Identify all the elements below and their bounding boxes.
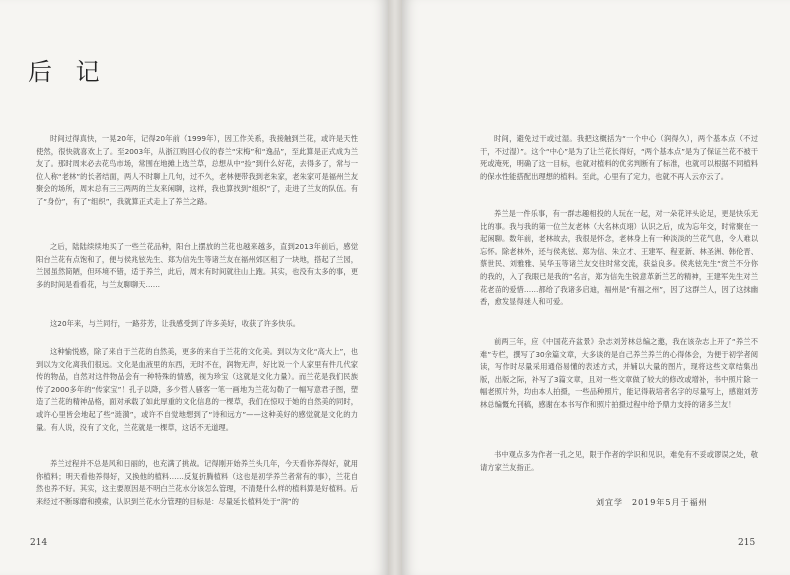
left-paragraph-2: 之后，陆陆续续地买了一些兰花品种，阳台上摆放的兰花也越来越多，直到2013年前后，感觉阳台兰花有点饱和了，便与侯兆铉先生、郑为信先生等诸兰友在福州郊区租了一块地，搭起了兰园，兰园虽然简陋，但环境不错，适于养兰，此后，周末有时间就往山上跑。其实，也没有太多的事，更多的时间是看看花，与兰友聊聊天…… (36, 242, 358, 289)
right-paragraph-3: 前两三年，应《中国花卉盆景》杂志刘芳林总编之邀，我在该杂志上开了“养兰不难”专栏，撰写了30余篇文章，大多谈的是自己养兰养兰的心得体会，为便于初学者阅读，写作时尽量采用通俗易懂的表述方式，并辅以大量的图片，现将这些文章结集出版，出版之际，补写了3篇文章，且对一些文章做了较大的修改或增补，书中照片除一幅老照片外，均由本人拍摄，一些品种照片，能记得栽培者名字的尽量写上，感谢刘芳林总编慨允刊稿，感谢在本书写作和照片拍摄过程中给予鼎力支持的诸多兰友！ (480, 337, 758, 409)
page-title: 后 记 (28, 58, 108, 86)
left-paragraph-4: 这种愉悦感，除了来自于兰花的自然美，更多的来自于兰花的文化美。到以为文化“高大上”，也到以为文化离我们很远。文化是血液里的东西，无时不在，润物无声，好比说一个人家里有件几代家传的物品，自然对这件物品会有一种特殊的情感，视为珍宝（这就是文化力量）。而兰花是我们民族传了2000多年的“传家宝”！孔子以降，多少哲人骚客一笔一画地为兰花勾勒了一幅写意君子图，塑造了兰花的精神品格，面对承载了如此厚重的文化信息的一棵草，我们在惊叹于她的自然美的同时，或许心里皆会地起了些“涟漪”，或许不自觉地想到了“诗和远方”——这种美好的感觉就是文化的力量。有人说，没有了文化，兰花就是一棵草，这话不无道理。 (36, 347, 358, 432)
left-page-number: 214 (30, 538, 48, 548)
author-signature: 刘宜学 2019年5月于福州 (596, 498, 708, 507)
right-paragraph-1: 时间，避免过干或过湿。我把这概括为“一个中心（润得久），两个基本点（不过干，不过湿）”。这个“中心”是为了让兰花长得好，“两个基本点”是为了保证兰花不被干死或淹死，明确了这一目标，也就对植料的优劣判断有了标准，也就可以根据不同植料的保水性能搭配出理想的植料。至此，心里有了定力，也就不再人云亦云了。 (480, 134, 758, 181)
left-paragraph-1: 时间过得真快，一晃20年，记得20年前（1999年），因工作关系，我接触到兰花，或许是天性使然，很快就喜欢上了。至2003年，从浙江购回心仪的春兰“宋梅”和“逸品”，至此算是正式成为兰友了。那时周末必去花鸟市场，常围在地摊上选兰草，总想从中“捡”到什么好花，去得多了，常与一位人称“老林”的长者结面，两人不时聊上几句，过不久，老林便带我到老朱家，老朱家可是福州兰友聚会的场所，周末总有三三两两的兰友来闲聊，这样，我也算找到“组织”了，走进了兰友的队伍。有了“身份”，有了“组织”，我就算正式走上了养兰之路。 (36, 134, 358, 206)
right-page-number: 215 (738, 538, 756, 548)
left-paragraph-3: 这20年来，与兰同行，一路芬芳，让我感受到了许多美好，收获了许多快乐。 (50, 319, 301, 328)
book-gutter (388, 0, 402, 575)
left-paragraph-5: 养兰过程并不总是风和日丽的，也充满了挑战。记得刚开始养兰头几年，今天看你养得好，就用你植料；明天看他养得好，又换他的植料……反复折腾植料（这也是初学养兰者常有的事），兰花自然也养不好。其实，这主要原因是不明白兰花水分该怎么管理，不清楚什么样的植料算是好植料。后来经过不断琢磨和摸索，认识到兰花水分管理的目标是：尽量延长植料处于“润”的 (36, 459, 358, 506)
right-paragraph-2: 养兰是一件乐事，有一群志趣相投的人玩在一起，对一朵花评头论足，更是快乐无比的事。我与我的第一位兰友老林（大名林贞翊）认识之后，成为忘年交，时常聚在一起闲聊。数年前，老林故去，我很是怀念，老林身上有一种淡淡的兰花气息，令人难以忘怀。除老林外，还与侯兆铉、郑为信、朱立才、王建军、程亚新、林圣洲、韩伦晋、蔡世民、刘雅雅、吴华玉等诸兰友交往时常交流，获益良多。侯兆铉先生“赏兰不分你的我的，入了我眼已是我的”名言，郑为信先生锐意革新兰艺的精神，王建军先生对兰花老苗的爱惜……都给了我诸多启迪，福州是“有福之州”，因了这群兰人，因了这抹幽香，愈发显得迷人和可爱。 (480, 209, 758, 307)
right-paragraph-4: 书中观点多为作者一孔之见，限于作者的学识和见识，难免有不妥或谬误之处，敬请方家兰友指正。 (480, 450, 758, 472)
